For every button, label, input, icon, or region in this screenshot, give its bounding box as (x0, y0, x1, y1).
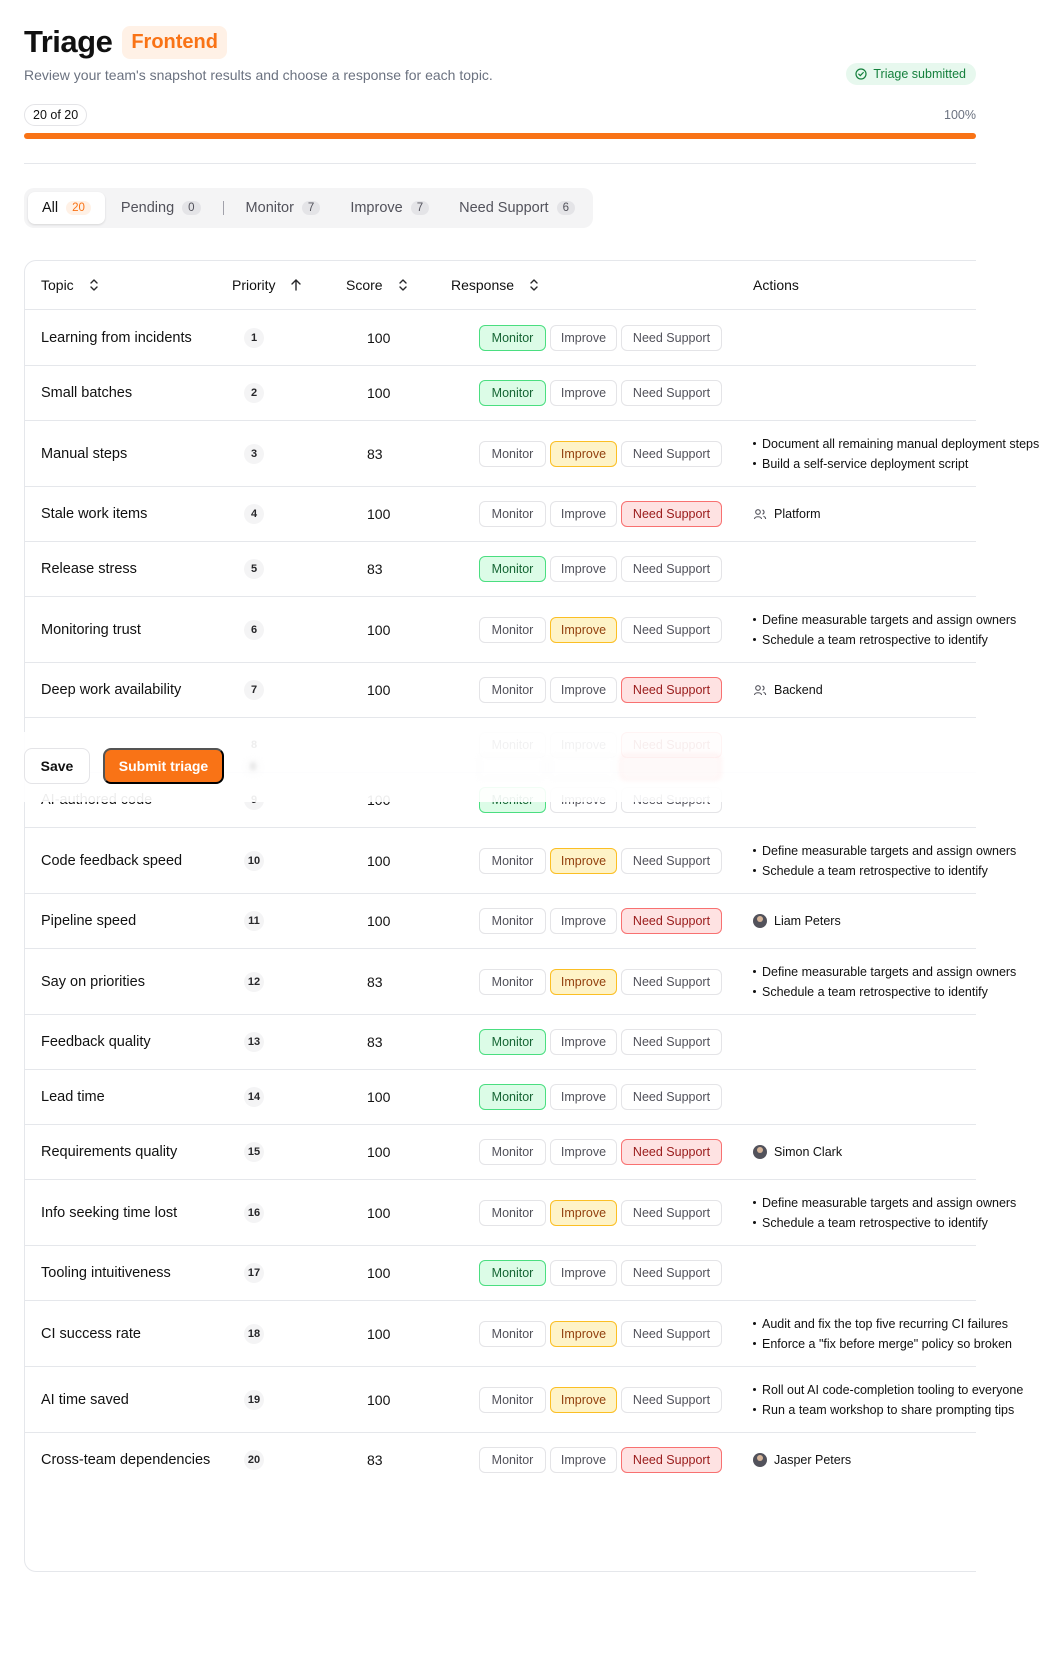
action-item (753, 454, 993, 474)
column-header-topic[interactable]: Topic (41, 277, 100, 293)
response-improve-button[interactable]: Improve (550, 677, 617, 703)
tab-label: Monitor (245, 200, 294, 216)
table-row (25, 1125, 976, 1180)
response-selector (479, 969, 722, 995)
table-row (25, 1015, 976, 1070)
priority-badge: 13 (244, 1032, 264, 1052)
column-header-actions: Actions (753, 277, 799, 293)
action-list (753, 434, 1039, 474)
action-item (753, 610, 1017, 630)
assignee-name: Platform (774, 507, 821, 521)
table-row (25, 366, 976, 421)
tab-monitor[interactable] (232, 192, 335, 224)
users-icon (753, 507, 767, 521)
response-improve-button[interactable]: Improve (550, 848, 617, 874)
response-support-button[interactable]: Need Support (621, 1447, 722, 1473)
priority-badge: 10 (244, 851, 264, 871)
priority-badge: 18 (244, 1324, 264, 1344)
response-selector (479, 1084, 722, 1110)
page-title: Triage (24, 24, 113, 59)
action-text: Schedule a team retrospective to identify (762, 1215, 988, 1230)
bullet-icon (753, 1322, 756, 1325)
progress-percent: 100% (944, 108, 976, 122)
priority-badge: 7 (244, 680, 264, 700)
action-text: Schedule a team retrospective to identify (762, 632, 988, 647)
topic-cell: Cross-team dependencies (41, 1452, 211, 1468)
score-cell: 100 (367, 506, 391, 522)
response-monitor-button[interactable]: Monitor (479, 677, 546, 703)
action-list (753, 1193, 1017, 1233)
sort-ascending-icon (290, 278, 302, 292)
table-row (25, 597, 1017, 663)
save-button[interactable]: Save (24, 748, 90, 784)
response-selector (479, 380, 722, 406)
table-row (25, 663, 976, 718)
priority-badge: 14 (244, 1087, 264, 1107)
response-improve-button[interactable]: Improve (550, 1447, 617, 1473)
bullet-icon (753, 462, 756, 465)
assignee (753, 504, 993, 524)
tab-label: Need Support (459, 200, 549, 216)
filter-tabs (24, 188, 593, 228)
progress-bar-fill (24, 133, 976, 139)
table-body (25, 311, 1039, 1488)
tab-label: Improve (350, 200, 403, 216)
assignee-cell (753, 911, 993, 931)
table-row (25, 1367, 1024, 1433)
topic-cell: Lead time (41, 1089, 105, 1105)
response-improve-button[interactable]: Improve (550, 1321, 617, 1347)
response-support-button[interactable]: Need Support (621, 848, 722, 874)
score-cell: 83 (367, 973, 383, 990)
sort-updown-icon (397, 278, 409, 292)
score-cell: 100 (367, 1089, 391, 1105)
response-support-button[interactable]: Need Support (621, 325, 722, 351)
action-text: Document all remaining manual deployment steps (762, 436, 1039, 451)
priority-badge: 4 (244, 504, 264, 524)
assignee-cell (753, 1142, 993, 1162)
response-support-button[interactable]: Need Support (621, 1387, 722, 1413)
action-list (753, 1380, 1024, 1420)
bullet-icon (753, 1201, 756, 1204)
action-text: Define measurable targets and assign owners (762, 612, 1017, 627)
score-cell: 100 (367, 852, 391, 869)
response-selector (479, 1260, 722, 1286)
priority-badge: 19 (244, 1390, 264, 1410)
topic-cell: Info seeking time lost (41, 1204, 178, 1221)
avatar (753, 1453, 767, 1467)
response-selector (479, 441, 722, 467)
table-row (25, 949, 1017, 1015)
score-cell: 83 (367, 1452, 383, 1468)
tab-separator (223, 201, 224, 215)
table-row (25, 487, 976, 542)
assignee-cell (753, 1450, 993, 1470)
priority-badge: 2 (244, 383, 264, 403)
response-selector (479, 325, 722, 351)
response-support-button[interactable]: Need Support (621, 969, 722, 995)
tab-need-support[interactable] (445, 192, 589, 224)
topic-cell: Monitoring trust (41, 621, 141, 638)
score-cell: 100 (367, 682, 391, 698)
topic-cell: Learning from incidents (41, 330, 192, 346)
assignee-name: Backend (774, 683, 823, 697)
action-text: Define measurable targets and assign owners (762, 843, 1017, 858)
score-cell: 100 (367, 913, 391, 929)
response-monitor-button[interactable]: Monitor (479, 1447, 546, 1473)
response-improve-button[interactable]: Improve (550, 1029, 617, 1055)
score-cell: 83 (367, 1034, 383, 1050)
score-cell: 83 (367, 445, 383, 462)
action-item (753, 982, 993, 1002)
score-cell: 100 (367, 330, 391, 346)
bullet-icon (753, 638, 756, 641)
assignee-name: Jasper Peters (774, 1453, 852, 1467)
triage-table (24, 260, 1039, 1572)
action-text: Define measurable targets and assign owners (762, 1195, 1017, 1210)
table-row (25, 1433, 976, 1488)
action-item (753, 1213, 993, 1233)
action-item (753, 1380, 1024, 1400)
response-monitor-button[interactable]: Monitor (479, 969, 546, 995)
avatar (753, 1145, 767, 1159)
response-improve-button[interactable]: Improve (550, 908, 617, 934)
priority-badge: 17 (244, 1263, 264, 1283)
column-header-priority[interactable]: Priority (232, 277, 302, 293)
tab-all[interactable] (28, 192, 105, 224)
response-monitor-button[interactable]: Monitor (479, 1387, 546, 1413)
bullet-icon (753, 970, 756, 973)
response-monitor-button (478, 754, 545, 780)
response-monitor-button[interactable]: Monitor (479, 1200, 546, 1226)
response-support-button[interactable]: Need Support (621, 1200, 722, 1226)
priority-badge: 6 (244, 620, 264, 640)
action-item (753, 1314, 1008, 1334)
response-selector (478, 754, 721, 780)
avatar (753, 914, 767, 928)
action-list (753, 610, 1017, 650)
response-monitor-button[interactable]: Monitor (479, 908, 546, 934)
tab-label: All (42, 200, 59, 216)
response-selector (479, 1139, 722, 1165)
tab-count: 20 (66, 201, 91, 215)
assignee (753, 1450, 993, 1470)
response-support-button[interactable]: Need Support (621, 556, 722, 582)
response-support-button[interactable]: Need Support (621, 1321, 722, 1347)
tab-improve[interactable] (336, 192, 443, 224)
action-item (753, 841, 1017, 861)
action-item (753, 1334, 1012, 1354)
topic-cell: Manual steps (41, 445, 128, 462)
action-item (753, 861, 993, 881)
progress-bar (24, 133, 976, 139)
score-cell: 83 (367, 561, 383, 577)
response-monitor-button[interactable]: Monitor (479, 1084, 546, 1110)
tab-pending[interactable] (107, 192, 215, 224)
assignee (753, 680, 993, 700)
response-improve-button[interactable]: Improve (550, 556, 617, 582)
action-text: Schedule a team retrospective to identify (762, 984, 988, 999)
response-monitor-button[interactable]: Monitor (479, 1321, 546, 1347)
bullet-icon (753, 442, 756, 445)
response-selector (479, 1387, 722, 1413)
response-support-button[interactable]: Need Support (621, 501, 722, 527)
response-improve-button[interactable]: Improve (550, 1260, 617, 1286)
team-badge: Frontend (122, 26, 227, 59)
action-item (753, 1400, 1015, 1420)
topic-cell: Deep work availability (41, 682, 182, 698)
response-support-button[interactable]: Need Support (621, 908, 722, 934)
page-header (24, 0, 976, 90)
topic-cell: Pipeline speed (41, 913, 137, 929)
action-item (753, 1193, 1017, 1213)
response-support-button[interactable]: Need Support (621, 380, 722, 406)
response-monitor-button[interactable]: Monitor (479, 1139, 546, 1165)
response-monitor-button[interactable]: Monitor (479, 501, 546, 527)
bullet-icon (753, 1342, 756, 1345)
response-monitor-button[interactable]: Monitor (479, 1029, 546, 1055)
priority-badge: 11 (244, 911, 264, 931)
priority-badge: 8 (243, 757, 263, 777)
action-list (753, 841, 1017, 881)
bullet-icon (753, 869, 756, 872)
topic-cell: AI time saved (41, 1391, 129, 1408)
sort-updown-icon (528, 278, 540, 292)
table-row (25, 311, 976, 366)
score-cell: 100 (367, 1265, 391, 1281)
tab-count: 6 (557, 201, 575, 215)
assignee-cell (753, 504, 993, 524)
tab-count: 7 (411, 201, 429, 215)
table-row (25, 894, 976, 949)
priority-badge: 5 (244, 559, 264, 579)
users-icon (753, 683, 767, 697)
table-row (25, 1246, 976, 1301)
sticky-action-bar (0, 732, 1000, 802)
response-improve-button[interactable]: Improve (550, 1139, 617, 1165)
response-improve-button[interactable]: Improve (550, 501, 617, 527)
score-cell: 100 (367, 1391, 391, 1408)
submit-triage-button[interactable]: Submit triage (103, 748, 224, 784)
response-selector (479, 556, 722, 582)
response-improve-button[interactable]: Improve (550, 1387, 617, 1413)
response-improve-button[interactable]: Improve (550, 1200, 617, 1226)
divider (24, 163, 976, 164)
response-selector (479, 617, 722, 643)
score-cell: 100 (367, 1325, 391, 1342)
response-selector (479, 677, 722, 703)
response-improve-button (549, 754, 616, 780)
score-cell: 100 (367, 1204, 391, 1221)
action-item (753, 962, 1017, 982)
response-monitor-button[interactable]: Monitor (479, 380, 546, 406)
table-row (25, 1070, 976, 1125)
table-row (25, 828, 1017, 894)
response-selector (479, 1321, 722, 1347)
assignee-name: Simon Clark (774, 1145, 843, 1159)
action-text: Define measurable targets and assign owners (762, 964, 1017, 979)
response-improve-button[interactable]: Improve (550, 325, 617, 351)
topic-cell: Small batches (41, 385, 133, 401)
response-monitor-button[interactable]: Monitor (479, 848, 546, 874)
response-selector (479, 1029, 722, 1055)
response-selector (479, 908, 722, 934)
action-list (753, 1314, 1012, 1354)
assignee-name: Liam Peters (774, 914, 841, 928)
response-support-button[interactable]: Need Support (621, 441, 722, 467)
priority-badge: 1 (244, 328, 264, 348)
action-text: Roll out AI code-completion tooling to everyone (762, 1382, 1024, 1397)
topic-cell: CI success rate (41, 1325, 141, 1342)
response-support-button[interactable]: Need Support (621, 1029, 722, 1055)
table-header (25, 261, 976, 310)
response-support-button[interactable]: Need Support (621, 617, 722, 643)
response-monitor-button[interactable]: Monitor (479, 556, 546, 582)
response-selector (479, 1200, 722, 1226)
action-text: Enforce a "fix before merge" policy so broken (762, 1336, 1012, 1351)
topic-cell: Feedback quality (41, 1034, 151, 1050)
assignee-cell (753, 680, 993, 700)
tab-label: Pending (120, 200, 175, 216)
status-label: Triage submitted (873, 67, 966, 81)
table-row (25, 542, 976, 597)
priority-badge: 12 (244, 972, 264, 992)
status-badge (846, 63, 976, 85)
page-subtitle: Review your team's snapshot results and choose a response for each topic. (24, 67, 493, 83)
action-text: Audit and fix the top five recurring CI failures (762, 1316, 1008, 1331)
topic-cell: Code feedback speed (41, 852, 183, 869)
action-text: Run a team workshop to share prompting tips (762, 1402, 1015, 1417)
tab-count: 0 (182, 201, 200, 215)
response-support-button[interactable]: Need Support (621, 1260, 722, 1286)
priority-badge: 3 (244, 444, 264, 464)
bullet-icon (753, 618, 756, 621)
bullet-icon (753, 849, 756, 852)
action-text: Schedule a team retrospective to identify (762, 863, 988, 878)
response-improve-button[interactable]: Improve (550, 1084, 617, 1110)
response-selector (479, 1447, 722, 1473)
priority-badge: 15 (244, 1142, 264, 1162)
score-cell: 100 (367, 621, 391, 638)
topic-cell: Release stress (41, 561, 137, 577)
check-circle-icon (855, 68, 867, 80)
action-item (753, 434, 1039, 454)
sort-updown-icon (88, 278, 100, 292)
topic-cell: Stale work items (41, 506, 148, 522)
bullet-icon (753, 1221, 756, 1224)
progress-row (24, 104, 976, 126)
bullet-icon (753, 1408, 756, 1411)
table-row (25, 1301, 1012, 1367)
action-item (753, 630, 993, 650)
bullet-icon (753, 1388, 756, 1391)
action-list (753, 962, 1017, 1002)
response-improve-button[interactable]: Improve (550, 617, 617, 643)
response-selector (479, 501, 722, 527)
priority-badge: 20 (244, 1450, 264, 1470)
table-row (25, 1180, 1017, 1246)
score-cell: 100 (367, 1144, 391, 1160)
table-row (25, 421, 1039, 487)
tab-count: 7 (302, 201, 320, 215)
column-header-response[interactable]: Response (451, 277, 540, 293)
response-support-button (620, 754, 721, 780)
topic-cell: Tooling intuitiveness (41, 1265, 171, 1281)
progress-count: 20 of 20 (24, 104, 87, 126)
assignee (753, 1142, 993, 1162)
response-selector (479, 848, 722, 874)
response-support-button[interactable]: Need Support (621, 1139, 722, 1165)
score-cell: 100 (367, 385, 391, 401)
response-monitor-button[interactable]: Monitor (479, 325, 546, 351)
response-monitor-button[interactable]: Monitor (479, 1260, 546, 1286)
topic-cell: Requirements quality (41, 1144, 178, 1160)
assignee (753, 911, 993, 931)
priority-badge: 16 (244, 1203, 264, 1223)
column-header-score[interactable]: Score (346, 277, 409, 293)
response-support-button[interactable]: Need Support (621, 1084, 722, 1110)
response-improve-button[interactable]: Improve (550, 969, 617, 995)
response-monitor-button[interactable]: Monitor (479, 441, 546, 467)
topic-cell: Say on priorities (41, 973, 145, 990)
response-support-button[interactable]: Need Support (621, 677, 722, 703)
response-improve-button[interactable]: Improve (550, 380, 617, 406)
response-improve-button[interactable]: Improve (550, 441, 617, 467)
response-monitor-button[interactable]: Monitor (479, 617, 546, 643)
bullet-icon (753, 990, 756, 993)
action-text: Build a self-service deployment script (762, 456, 969, 471)
